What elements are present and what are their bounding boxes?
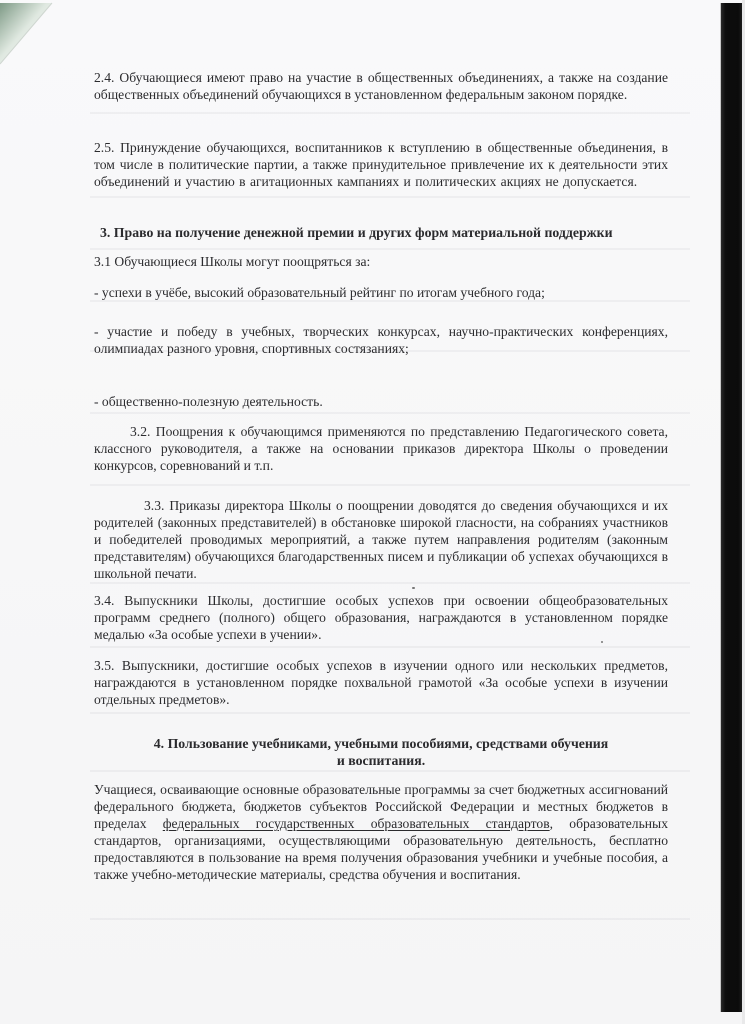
paragraph-3-3: 3.3. Приказы директора Школы о поощрении доводятся до сведения обучающихся и их родителей (законных представителей) в обстановке широкой гласности, на собраниях участников и победителей проводимых мероприятий, а также путем направления родителям (законным представителям) обучающихся благодарственных писем и публикации об успехах обучающихся в школьной печати. — [94, 498, 668, 581]
paragraph-2-5: 2.5. Принуждение обучающихся, воспитанников к вступлению в общественные объединения, в том числе в политические партии, а также принудительное привлечение их к деятельности этих объединений и участию в агитационных кампаниях и политических акциях не допускается. — [94, 140, 668, 189]
section-heading-4-line-2: и воспитания. — [336, 753, 426, 768]
paragraph-3-2: 3.2. Поощрения к обучающимся применяются по представлению Педагогического совета, классного руководителя, а также на основании приказов директора Школы о проведении конкурсов, соревнований и т.п. — [94, 424, 668, 473]
bleed-through-mark — [90, 712, 690, 714]
section-heading-3: 3. Право на получение денежной премии и других форм материальной поддержки — [100, 225, 613, 240]
bleed-through-mark — [90, 582, 690, 584]
paragraph-3-5: 3.5. Выпускники, достигшие особых успехов в изучении одного или нескольких предметов, награждаются в установленном порядке похвальной грамотой «За особые успехи в изучении отдельных предметов». — [94, 658, 668, 707]
folded-corner — [0, 0, 56, 66]
bleed-through-mark — [90, 770, 690, 772]
ink-speck — [601, 641, 603, 643]
section-heading-4 — [94, 735, 668, 769]
bleed-through-mark — [90, 248, 690, 250]
bleed-through-mark — [90, 484, 690, 486]
paragraph-4-part-2: , образовательных стандартов, организациями, осуществляющими образовательную деятельность, бесплатно предоставляются в пользование на время получения образования учебники и учебные пособия, а также учебно-методические материалы, средства обучения и воспитания. — [94, 816, 668, 882]
paragraph-4-textbooks — [94, 781, 668, 883]
paragraph-3-1: 3.1 Обучающиеся Школы могут поощряться за: — [94, 254, 371, 269]
bleed-through-mark — [90, 918, 690, 920]
scanner-edge — [720, 3, 743, 1012]
paragraph-4-part-1: Учащиеся, осваивающие основные образовательные программы за счет бюджетных ассигнований федерального бюджета, бюджетов субъектов Российской Федерации и местных бюджетов в пределах — [94, 782, 668, 831]
ink-speck — [412, 587, 415, 589]
list-item-competitions: - участие и победу в учебных, творческих конкурсах, научно-практических конференциях, олимпиадах разного уровня, спортивных состязаниях; — [94, 324, 668, 356]
bleed-through-mark — [90, 412, 690, 414]
bleed-through-mark — [90, 646, 690, 648]
paragraph-2-4: 2.4. Обучающиеся имеют право на участие в общественных объединениях, а также на создание общественных объединений обучающихся в установленном федеральным законом порядке. — [94, 70, 668, 102]
bleed-through-mark — [90, 196, 690, 198]
bleed-through-mark — [90, 112, 690, 114]
list-item-academic-success: - успехи в учёбе, высокий образовательный рейтинг по итогам учебного года; — [94, 285, 545, 300]
paragraph-3-4: 3.4. Выпускники Школы, достигшие особых успехов при освоении общеобразовательных программ среднего (полного) общего образования, награждаются в установленном порядке медалью «За особые успехи в учении». — [94, 593, 668, 642]
list-item-social-activity: - общественно-полезную деятельность. — [94, 394, 323, 409]
section-heading-4-line-1: 4. Пользование учебниками, учебными пособиями, средствами обучения — [153, 736, 609, 751]
fgos-reference-underlined: федеральных государственных образовательных стандартов — [162, 816, 550, 831]
